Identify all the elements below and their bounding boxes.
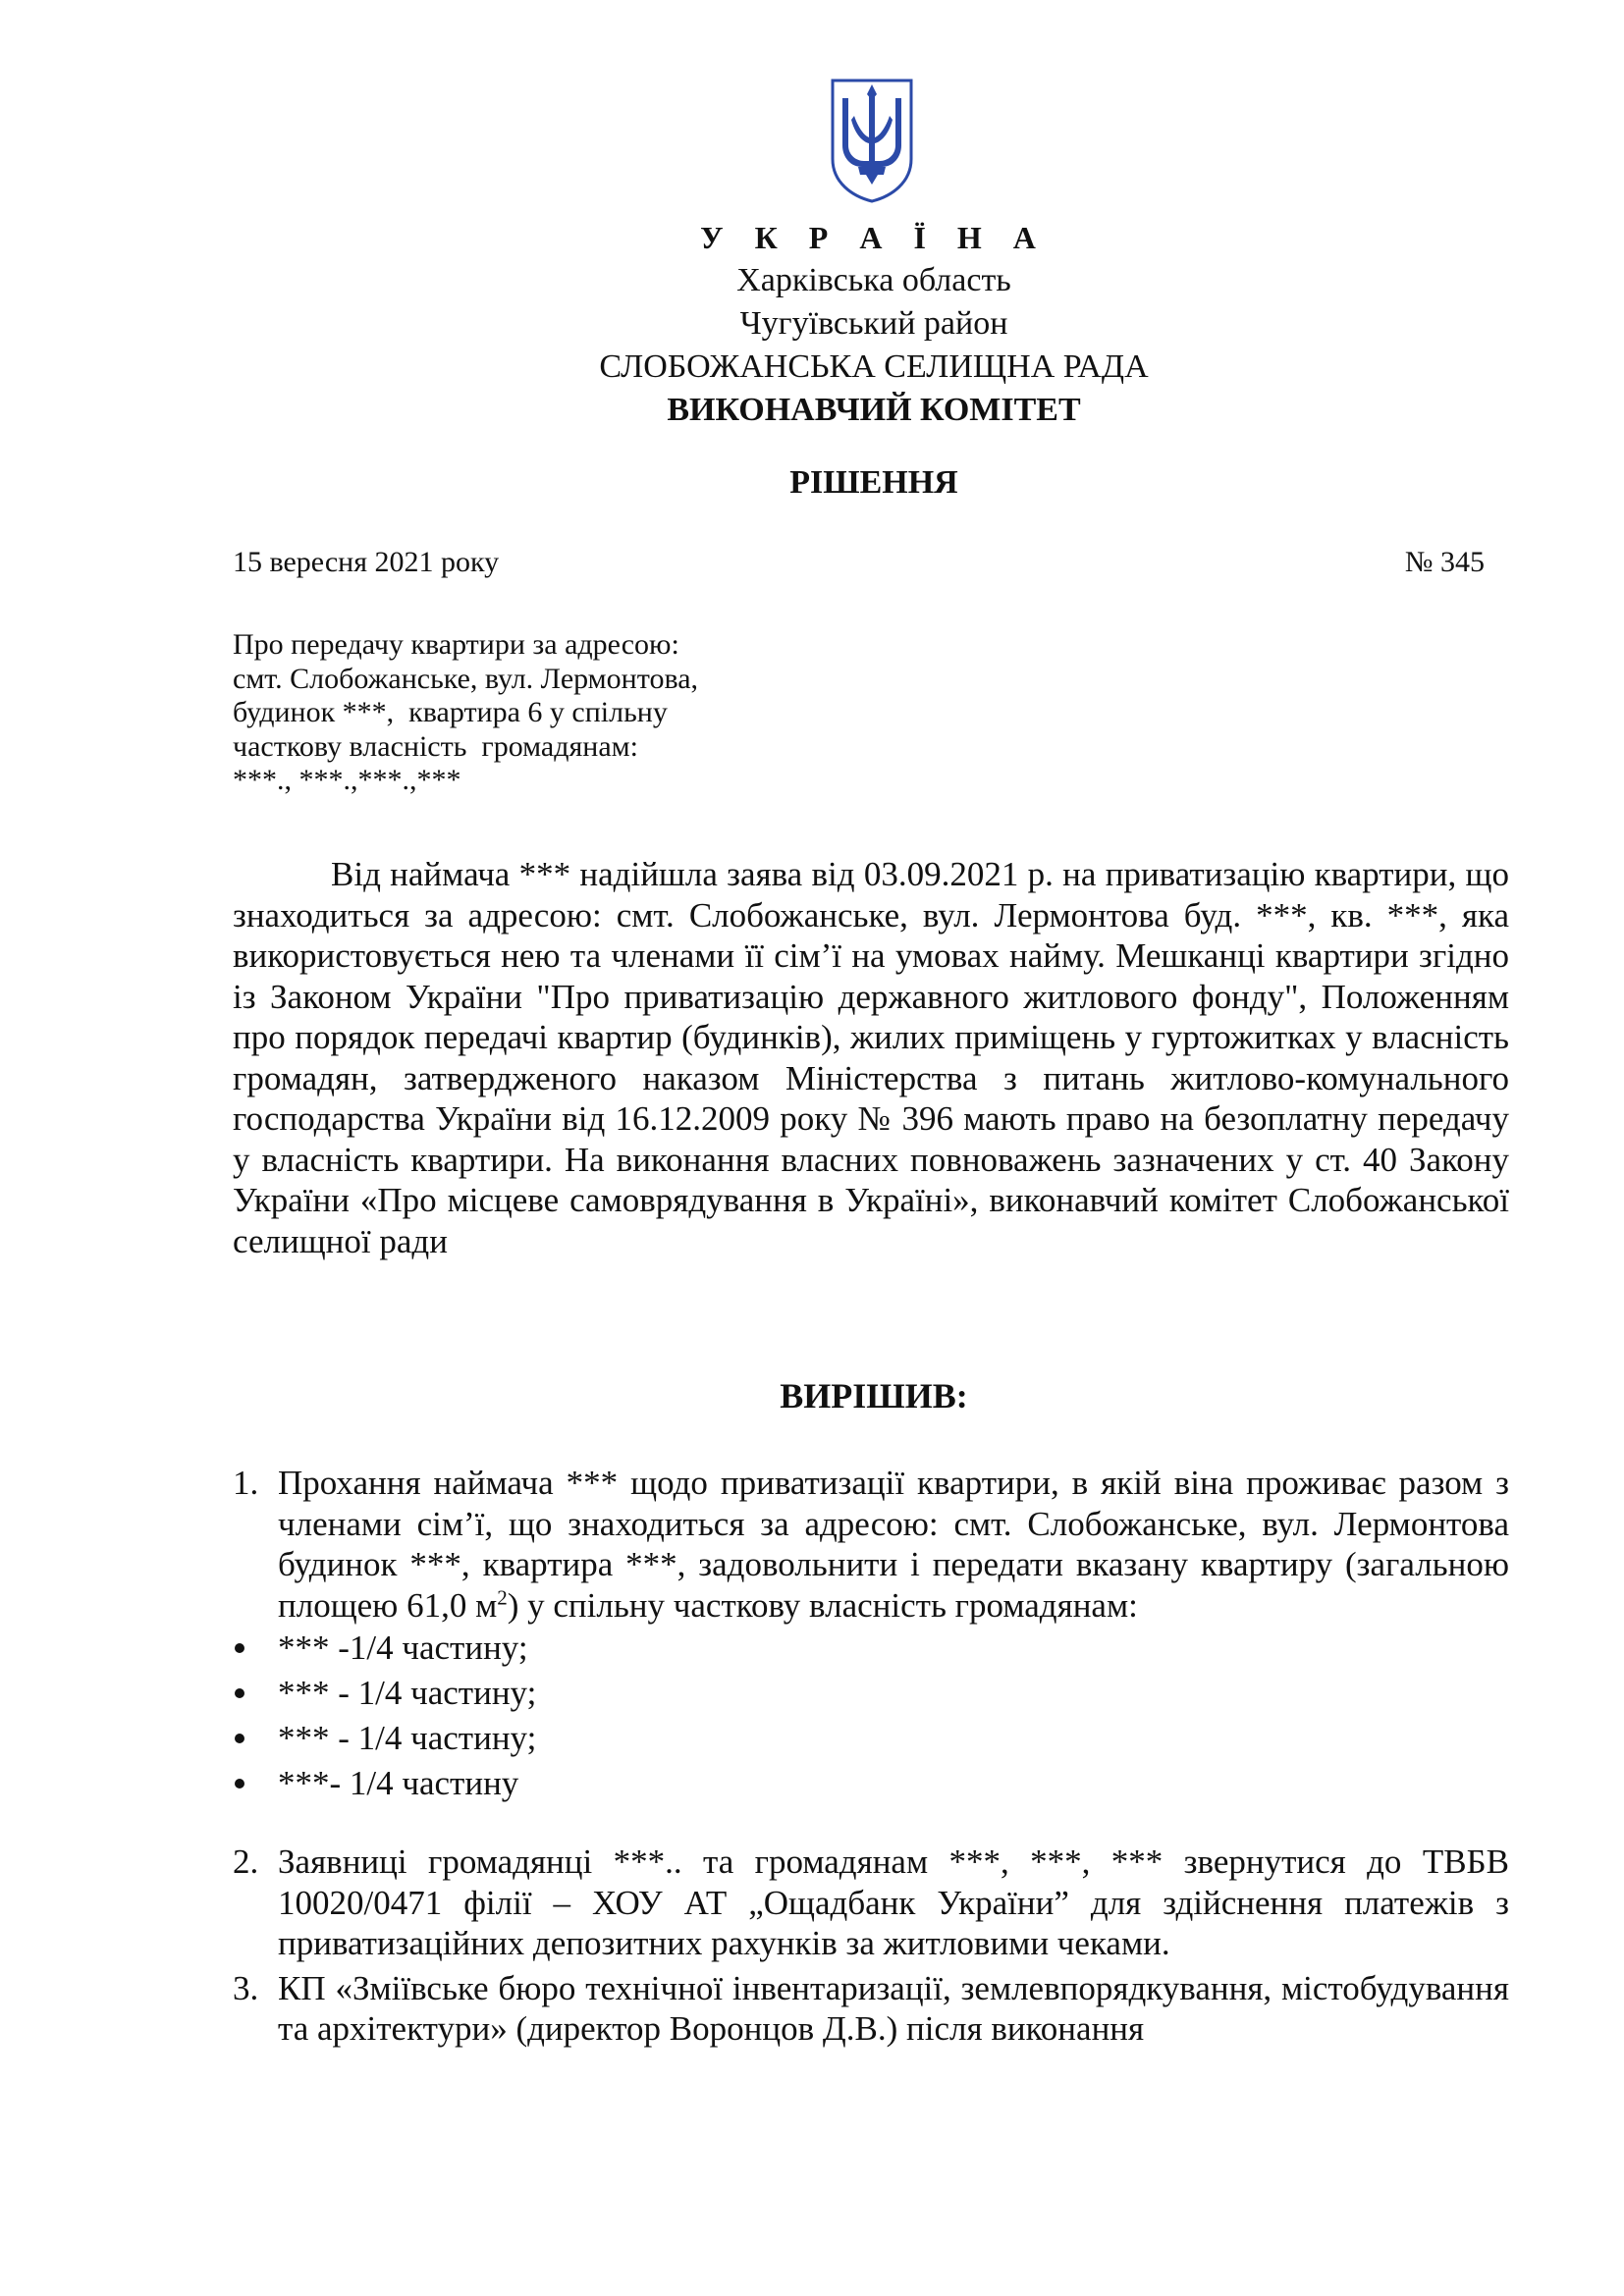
decision-number: № 345	[1404, 546, 1485, 578]
resolution-item-1	[233, 1463, 1509, 1626]
decision-date: 15 вересня 2021 року	[233, 546, 500, 578]
list-item-text: *** - 1/4 частину;	[278, 1674, 537, 1712]
share-list	[233, 1626, 1509, 1806]
item-text: Заявниці громадянці ***.. та громадянам ***, ***, *** звернутися до ТВБВ 10020/0471 філії – ХОУ АТ „Ощадбанк України” для здійснення платежів з приватизаційних депозитних рахунків за житловими чеками.	[278, 1842, 1509, 1962]
resolution-item-3	[233, 1968, 1509, 2050]
bullet-icon	[235, 1734, 244, 1743]
item-number: 1.	[233, 1464, 259, 1502]
decision-subject	[233, 628, 841, 798]
item-text: КП «Зміївське бюро технічної інвентаризації, землевпорядкування, містобудування та архітектури» (директор Воронцов Д.В.) після виконання	[278, 1968, 1509, 2048]
superscript: 2	[497, 1584, 508, 1609]
council-name: СЛОБОЖАНСЬКА СЕЛИЩНА РАДА	[599, 348, 1149, 385]
resolved-heading: ВИРІШИВ:	[780, 1376, 968, 1415]
preamble-paragraph: Від наймача *** надійшла заява від 03.09.2021 р. на приватизацію квартири, що знаходиться за адресою: смт. Слобожанське, вул. Лермонтова буд. ***, кв. ***, яка використовується нею та членами її сім’ї на умовах найму. Мешканці квартири згідно із Законом України "Про приватизацію державного житлового фонду", Положенням про порядок передачі квартир (будинків), жилих приміщень у гуртожитках у власність громадян, затвердженого наказом Міністерства з питань житлово-комунального господарства України від 16.12.2009 року № 396 мають право на безоплатну передачу у власність квартири. На виконання власних повноважень зазначених у ст. 40 Закону України «Про місцеве самоврядування в Україні», виконавчий комітет Слобожанської селищної ради	[233, 855, 1509, 1260]
document-header	[0, 216, 1624, 432]
bullet-icon	[235, 1688, 244, 1698]
list-item	[233, 1716, 1509, 1761]
item-number: 3.	[233, 1968, 259, 2007]
list-item-text: ***- 1/4 частину	[278, 1764, 519, 1802]
subject-line: смт. Слобожанське, вул. Лермонтова,	[233, 662, 699, 695]
country-title: У К Р А Ї Н А	[700, 220, 1048, 255]
resolution-item-2	[233, 1842, 1509, 1964]
bullet-icon	[235, 1779, 244, 1789]
spacer	[233, 1806, 1509, 1842]
subject-line: ***., ***.,***.,***	[233, 764, 461, 796]
list-item	[233, 1761, 1509, 1806]
list-item	[233, 1626, 1509, 1671]
subject-line: Про передачу квартири за адресою:	[233, 628, 679, 661]
item-text: Прохання наймача *** щодо приватизації квартири, в якій віна проживає разом з членами сім’ї, що знаходиться за адресою: смт. Слобожанське, вул. Лермонтова будинок ***, квартира ***, задовольнити і передати вказану квартиру (загальною площею 61,0 м	[278, 1464, 1509, 1625]
decision-title: РІШЕННЯ	[789, 464, 958, 501]
resolution-items	[233, 1463, 1509, 2050]
trident-coat-of-arms-icon	[829, 77, 915, 204]
list-item	[233, 1671, 1509, 1716]
preamble	[233, 854, 1509, 1261]
list-item-text: *** - 1/4 частину;	[278, 1719, 537, 1757]
item-number: 2.	[233, 1842, 259, 1881]
list-item-text: *** -1/4 частину;	[278, 1629, 528, 1667]
subject-line: будинок ***, квартира 6 у спільну	[233, 696, 668, 728]
subject-line: часткову власність громадянам:	[233, 729, 638, 763]
bullet-icon	[235, 1643, 244, 1653]
committee-name: ВИКОНАВЧИЙ КОМІТЕТ	[667, 392, 1081, 428]
item-text-end: ) у спільну часткову власність громадянам:	[507, 1585, 1138, 1625]
district-name: Чугуївський район	[739, 305, 1008, 342]
region-name: Харківська область	[736, 262, 1011, 298]
